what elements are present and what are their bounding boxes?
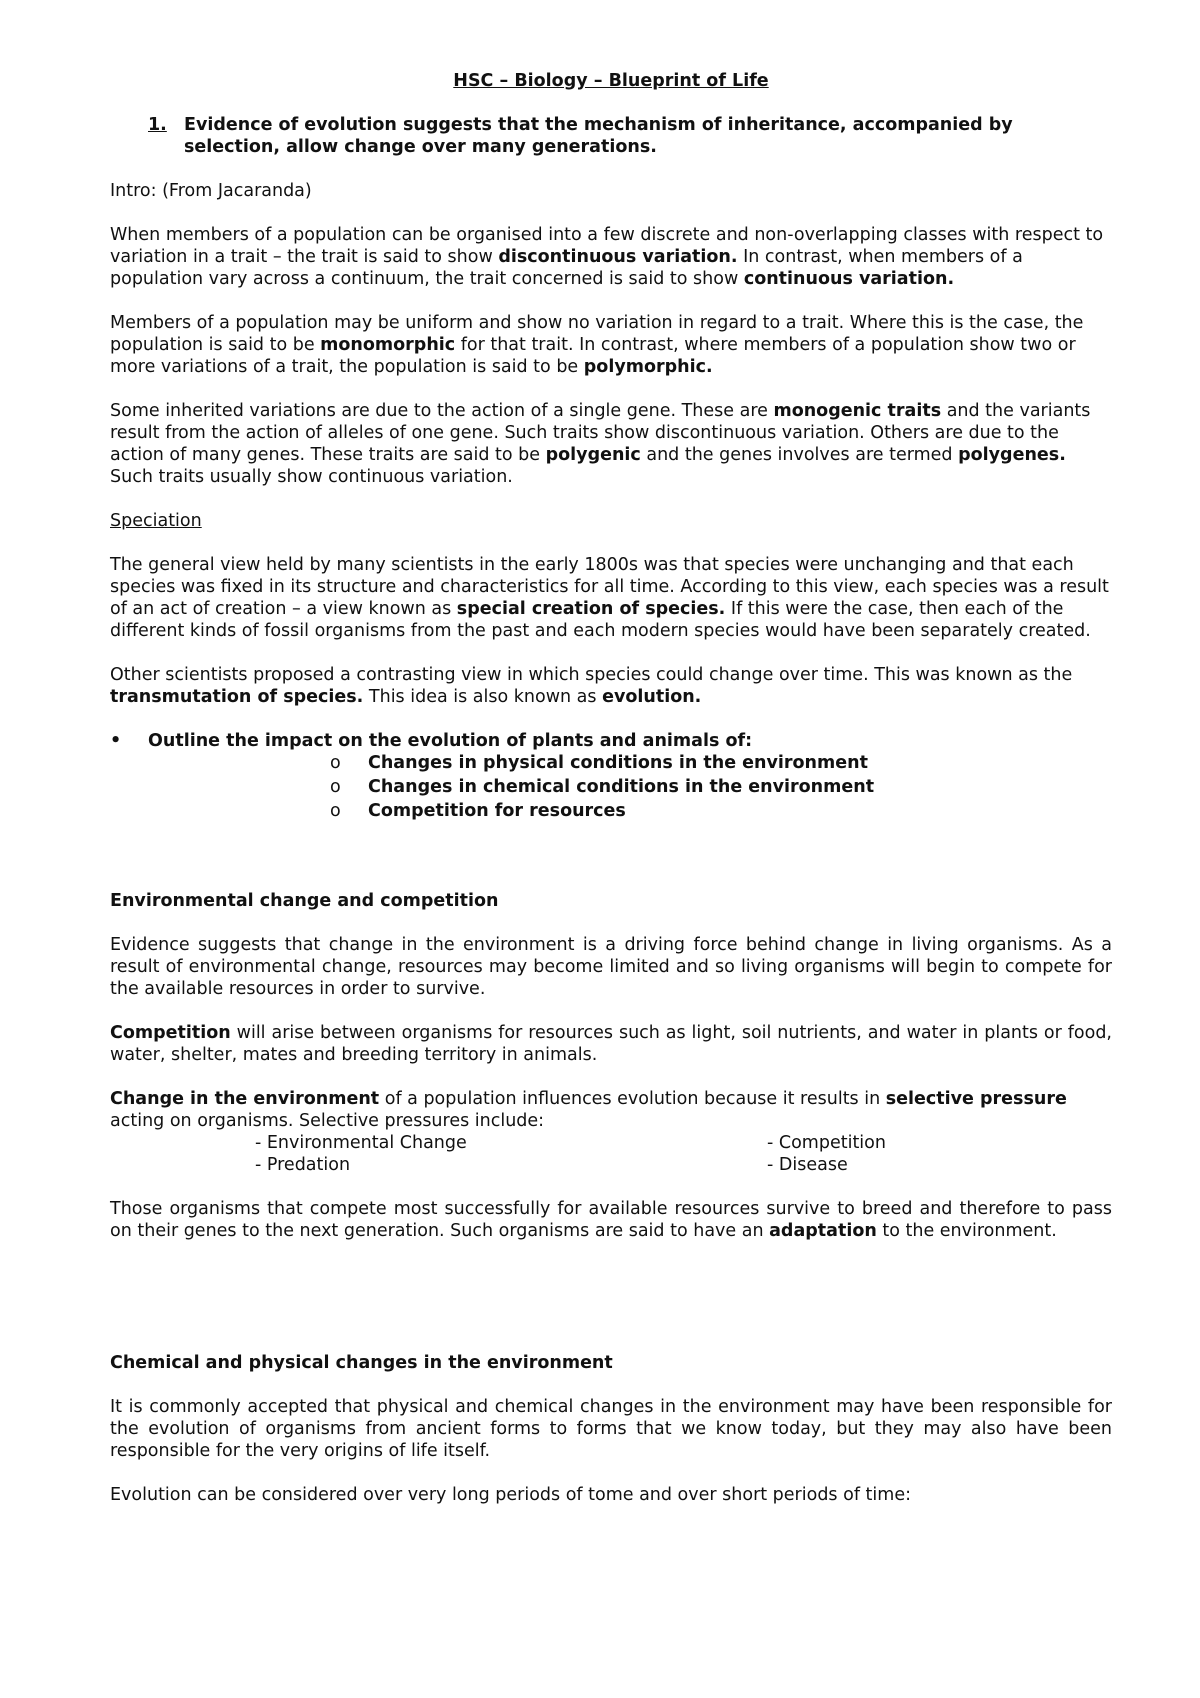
text-run: Such traits usually show continuous variation. — [110, 467, 513, 487]
pressure-item: - Predation — [255, 1155, 351, 1175]
paragraph-time-periods: Evolution can be considered over very long periods of tome and over short periods of time: — [110, 1485, 911, 1505]
term-transmutation: transmutation of species. — [110, 687, 364, 707]
document-title: HSC – Biology – Blueprint of Life — [453, 71, 769, 91]
text-run: In contrast, when members of a population vary across a continuum, the trait concerned is said to show — [110, 247, 1023, 289]
paragraph-origins: It is commonly accepted that physical and chemical changes in the environment may have been responsible for the evolution of organisms from ancient forms to forms that we know today, but they may also have been responsible for the very origins of life itself. — [110, 1397, 1112, 1461]
list-item-text: Changes in chemical conditions in the environment — [368, 777, 875, 797]
list-item — [330, 752, 1112, 776]
text-run: When members of a population can be organised into a few discrete and non-overlapping classes with respect to variation in a trait – the trait is said to show — [110, 225, 1104, 267]
text-run: and the genes involves are termed — [640, 445, 959, 465]
text-run: will arise between organisms for resources such as light, soil nutrients, and water in plants or food, water, shelter, mates and breeding territory in animals. — [110, 1023, 1112, 1065]
text-run: of a population influences evolution because it results in — [379, 1089, 886, 1109]
env-change-heading: Environmental change and competition — [110, 891, 499, 911]
bullet-icon: • — [110, 731, 122, 751]
speciation-heading: Speciation — [110, 511, 202, 531]
text-run: acting on organisms. Selective pressures include: — [110, 1111, 545, 1131]
circle-bullet-icon: o — [330, 777, 341, 797]
text-run: Other scientists proposed a contrasting view in which species could change over time. This was known as the — [110, 665, 1073, 685]
paragraph-genes — [110, 400, 1112, 488]
text-run: to the environment. — [876, 1221, 1057, 1241]
paragraph-competition — [110, 1022, 1112, 1066]
list-item — [330, 800, 1112, 824]
term-special-creation: special creation of species. — [456, 599, 726, 619]
text-run: Some inherited variations are due to the action of a single gene. These are — [110, 401, 774, 421]
pressure-item: - Environmental Change — [255, 1133, 467, 1153]
spacer — [110, 1264, 1112, 1352]
chem-phys-heading: Chemical and physical changes in the environment — [110, 1353, 613, 1373]
term-monomorphic: monomorphic — [320, 335, 456, 355]
text-run: Those organisms that compete most successfully for available resources survive to breed and therefore to pass on their genes to the next generation. Such organisms are said to have an — [110, 1199, 1112, 1241]
intro-label: Intro: (From Jacaranda) — [110, 181, 312, 201]
term-monogenic-traits: monogenic traits — [773, 401, 942, 421]
term-evolution: evolution. — [602, 687, 702, 707]
paragraph-special-creation — [110, 554, 1112, 642]
section-1-text: Evidence of evolution suggests that the mechanism of inheritance, accompanied by selection, allow change over many generations. — [184, 115, 1013, 157]
term-selective-pressure: selective pressure — [885, 1089, 1067, 1109]
paragraph-morphism — [110, 312, 1112, 378]
spacer — [110, 824, 1112, 890]
section-1-heading — [148, 114, 1112, 158]
outline-text: Outline the impact on the evolution of plants and animals of: — [148, 731, 753, 751]
text-run: Members of a population may be uniform and show no variation in regard to a trait. Where this is the case, the population is said to be — [110, 313, 1084, 355]
term-change-in-environment: Change in the environment — [110, 1089, 380, 1109]
term-competition: Competition — [110, 1023, 231, 1043]
term-polygenes: polygenes. — [958, 445, 1066, 465]
paragraph-environment-driver: Evidence suggests that change in the environment is a driving force behind change in living organisms. As a result of environmental change, resources may become limited and so living organisms will begin to compete for the available resources in order to survive. — [110, 935, 1112, 999]
text-run: The general view held by many scientists in the early 1800s was that species were unchanging and that each species was fixed in its structure and characteristics for all time. According to this view, each species was a result of an act of creation – a view known as — [110, 555, 1109, 619]
section-1-number: 1. — [148, 115, 167, 135]
list-item — [330, 776, 1112, 800]
paragraph-selective-pressure — [110, 1088, 1112, 1132]
pressure-item: - Disease — [767, 1155, 848, 1175]
term-polygenic: polygenic — [545, 445, 641, 465]
text-run: and the variants result from the action of alleles of one gene. Such traits show discontinuous variation. Others are due to the action of many genes. These traits are said to be — [110, 401, 1091, 465]
paragraph-transmutation — [110, 664, 1112, 708]
selective-pressures-list — [255, 1132, 1112, 1176]
list-item-text: Changes in physical conditions in the environment — [368, 753, 868, 773]
circle-bullet-icon: o — [330, 801, 341, 821]
outline-sub-list — [110, 752, 1112, 824]
circle-bullet-icon: o — [330, 753, 341, 773]
term-adaptation: adaptation — [769, 1221, 877, 1241]
term-continuous-variation: continuous variation. — [743, 269, 955, 289]
term-discontinuous-variation: discontinuous variation. — [498, 247, 738, 267]
list-item-text: Competition for resources — [368, 801, 626, 821]
outline-bullet — [110, 730, 1112, 752]
pressure-item: - Competition — [767, 1133, 886, 1153]
term-polymorphic: polymorphic. — [583, 357, 713, 377]
text-run: This idea is also known as — [363, 687, 603, 707]
paragraph-variation — [110, 224, 1112, 290]
text-run: If this were the case, then each of the different kinds of fossil organisms from the past and each modern species would have been separately created. — [110, 599, 1091, 641]
paragraph-adaptation — [110, 1198, 1112, 1242]
text-run: for that trait. In contrast, where members of a population show two or more variations of a trait, the population is said to be — [110, 335, 1076, 377]
document-page — [110, 70, 1112, 1528]
